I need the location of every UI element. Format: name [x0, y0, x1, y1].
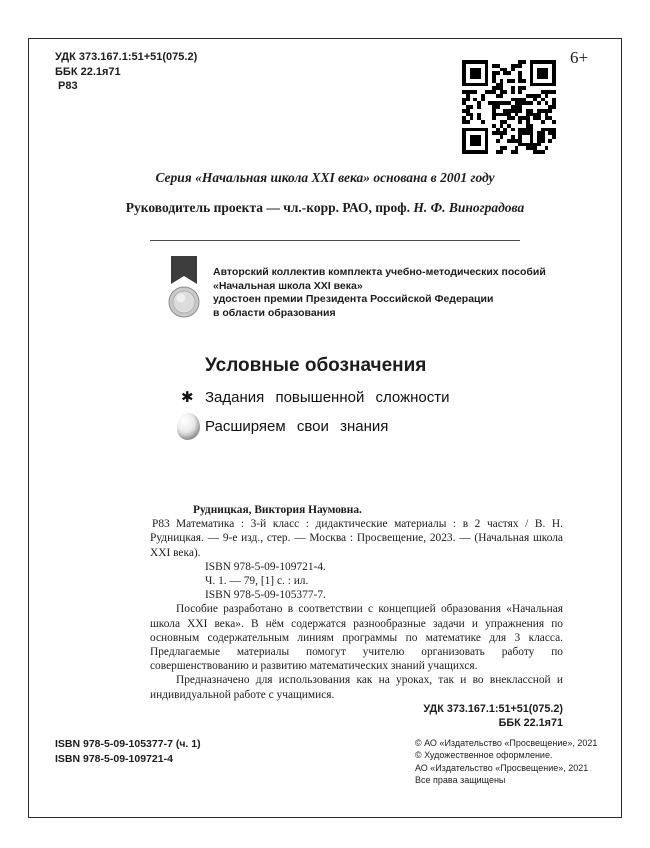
footer-isbn-series: ISBN 978-5-09-109721-4 [55, 752, 173, 765]
award-text [213, 256, 546, 330]
usage-paragraph: Предназначено для использования как на уроках, так и во внеклассной и индивидуальной работе с учащимися. [150, 674, 563, 701]
footer-isbn-part: ISBN 978-5-09-105377-7 (ч. 1) [55, 738, 201, 750]
legend-item-label: Задания повышенной сложности [205, 388, 450, 406]
age-rating-badge: 6+ [570, 48, 589, 67]
award-line: в области образования [213, 306, 336, 319]
medal-icon [168, 256, 200, 330]
project-lead-line [0, 200, 650, 216]
annotation-paragraph: Пособие разработано в соответствии с концепцией образования «Начальная школа XXI века». В нём содержатся разнообразные задачи и упражнения по основным содержательным линиям программы по математике для 3 класса. Предлагаемые материалы помогут учителю организовать работу по совершенствованию и развитию математических знаний учащихся. [150, 603, 563, 673]
asterisk-icon: ✱ [181, 389, 194, 406]
project-lead-name: Н. Ф. Виноградова [413, 200, 525, 215]
imprint-description-wrap [150, 517, 563, 560]
imprint-bbk: ББК 22.1я71 [498, 716, 563, 729]
award-line: «Начальная школа XXI века» [213, 279, 363, 292]
part-line: Ч. 1. — 79, [1] с. : ил. [205, 575, 309, 588]
copyright-line: Все права защищены [415, 774, 506, 785]
imprint-udk: УДК 373.167.1:51+51(075.2) [423, 702, 563, 715]
legend-title: Условные обозначения [205, 355, 427, 376]
award-line: Авторский коллектив комплекта учебно-методических пособий [213, 266, 546, 278]
imprint-author-code: Р83 [152, 518, 170, 531]
copyright-line: © Художественное оформление. [415, 750, 553, 761]
author-sign-code: Р83 [58, 80, 78, 92]
isbn-part-line: ISBN 978-5-09-105377-7. [205, 589, 326, 602]
award-line: удостоен премии Президента Российской Федерации [213, 293, 494, 305]
qr-code-icon [462, 60, 556, 154]
horizontal-divider [150, 240, 520, 241]
project-lead-prefix: Руководитель проекта — чл.-корр. РАО, проф. [125, 200, 414, 215]
bibliographic-codes [55, 50, 197, 94]
footer-isbn-block [55, 737, 201, 766]
imprint-codes [150, 703, 563, 731]
series-founded-line: Серия «Начальная школа XXI века» основана в 2001 году [155, 170, 495, 185]
imprint-description: Математика : 3-й класс : дидактические материалы : в 2 частях / В. Н. Рудницкая. — 9-е изд., стер. — Москва : Просвещение, 2023. — (Начальная школа XXI века). [150, 518, 563, 559]
bbk-code: ББК 22.1я71 [55, 65, 121, 78]
legend-item-advanced-tasks [181, 388, 450, 406]
legend-item-expand-knowledge [177, 413, 388, 440]
footer-copyright-block [415, 737, 597, 786]
legend-item-label: Расширяем свои знания [205, 418, 389, 435]
imprint-block [150, 503, 563, 730]
blob-icon [177, 413, 200, 440]
udk-code: УДК 373.167.1:51+51(075.2) [55, 51, 198, 63]
copyright-line: © АО «Издательство «Просвещение», 2021 [415, 738, 598, 748]
isbn-series-line: ISBN 978-5-09-109721-4. [205, 560, 326, 573]
award-block [168, 256, 546, 330]
imprint-author: Рудницкая, Виктория Наумовна. [193, 504, 362, 516]
copyright-line: АО «Издательство «Просвещение», 2021 [415, 762, 589, 773]
